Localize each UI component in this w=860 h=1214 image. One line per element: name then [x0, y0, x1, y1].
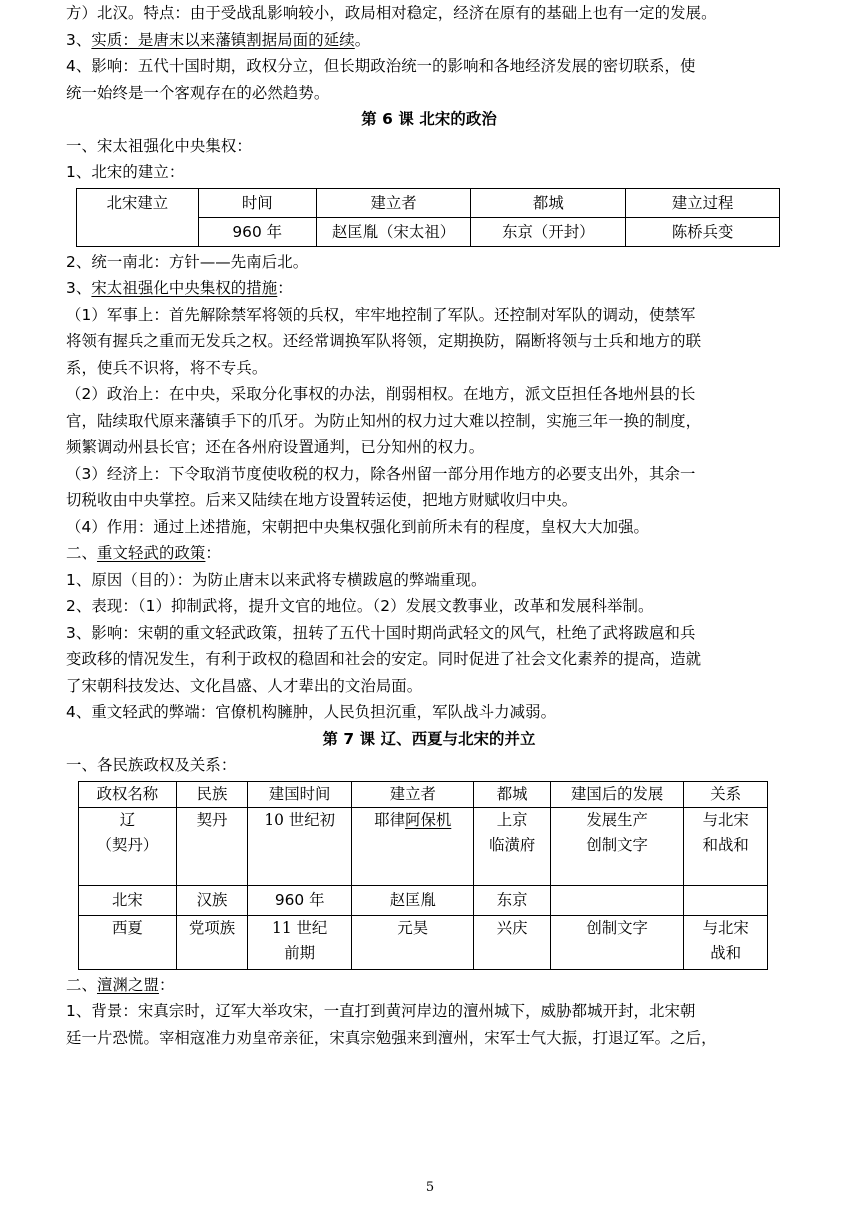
measures-end: ：: [277, 279, 293, 297]
table-cell: 陈桥兵变: [626, 217, 780, 246]
table-row: [79, 915, 768, 969]
text-line: （4）作用：通过上述措施，宋朝把中央集权强化到前所未有的程度，皇权大大加强。: [66, 517, 650, 536]
substance-end: 。: [354, 30, 371, 49]
text-line: 切税收由中央掌控。后来又陆续在地方设置转运使，把地方财赋收归中央。: [66, 491, 578, 509]
policy-prefix: 二、: [66, 544, 97, 562]
table-cell: [474, 807, 550, 885]
cell-line: 11 世纪: [272, 918, 328, 937]
table-cell: 西夏: [79, 915, 177, 969]
table-row: [79, 885, 768, 915]
table-cell: 960 年: [198, 217, 316, 246]
table-cell: [684, 807, 768, 885]
table-cell: [550, 885, 684, 915]
policy-underlined: 重文轻武的政策: [96, 544, 206, 562]
table-cell: 契丹: [176, 807, 247, 885]
table-cell: 10 世纪初: [248, 807, 352, 885]
cell-line: 战和: [710, 943, 742, 962]
section-heading: 一、宋太祖强化中央集权：: [66, 136, 252, 155]
text-line: （3）经济上：下令取消节度使收税的权力，除各州留一部分用作地方的必要支出外，其余一: [66, 464, 696, 483]
cell-line: 与北宋: [702, 918, 749, 937]
cell-line: 创制文字: [586, 835, 648, 854]
text-line: 2、统一南北：方针——先南后北。: [66, 252, 309, 271]
policy-end: ：: [205, 544, 221, 562]
chanyuan-end: ：: [158, 975, 175, 994]
text-line: （1）军事上：首先解除禁军将领的兵权，牢牢地控制了军队。还控制对军队的调动，使禁军: [66, 305, 696, 324]
header-cell: 政权名称: [79, 781, 177, 807]
header-cell: 都城: [471, 188, 626, 217]
substance-prefix: 3、: [66, 30, 92, 49]
row-header-cell: 北宋建立: [77, 188, 199, 246]
table-cell: 汉族: [176, 885, 247, 915]
lesson-7-title: 第 7 课 辽、西夏与北宋的并立: [322, 729, 536, 748]
regimes-table: [78, 781, 768, 970]
text-line: [66, 275, 792, 302]
cell-line: 耶律: [374, 810, 406, 829]
header-cell: 建国时间: [248, 781, 352, 807]
header-cell: 都城: [474, 781, 550, 807]
header-cell: 建立过程: [626, 188, 780, 217]
table-cell: 元昊: [352, 915, 474, 969]
table-cell: 赵匡胤（宋太祖）: [316, 217, 471, 246]
text-line: 变政移的情况发生，有利于政权的稳固和社会的安定。同时促进了社会文化素养的提高，造就: [66, 650, 702, 668]
text-line: 官，陆续取代原来藩镇手下的爪牙。为防止知州的权力过大难以控制，实施三年一换的制度，: [66, 411, 702, 430]
subsection-heading: 1、北宋的建立：: [66, 163, 185, 181]
cell-line: 与北宋: [702, 810, 749, 829]
cell-line: 辽: [119, 810, 136, 829]
table-cell: 兴庆: [474, 915, 550, 969]
document-page: [66, 0, 792, 1051]
text-line: 4、影响：五代十国时期，政权分立，但长期政治统一的影响和各地经济发展的密切联系，使: [66, 57, 696, 75]
text-line: （2）政治上：在中央，采取分化事权的办法，削弱相权。在地方，派文臣担任各地州县的长: [66, 385, 696, 403]
chanyuan-prefix: 二、: [66, 975, 97, 994]
cell-line: 前期: [284, 943, 316, 962]
cell-line: 临潢府: [489, 835, 536, 854]
section-heading: 一、各民族政权及关系：: [66, 756, 237, 774]
header-cell: 建立者: [352, 781, 474, 807]
header-cell: 建立者: [316, 188, 471, 217]
text-line: 3、影响：宋朝的重文轻武政策，扭转了五代十国时期尚武轻文的风气，杜绝了武将跋扈和兵: [66, 623, 696, 642]
text-line: 方）北汉。特点：由于受战乱影响较小，政局相对稳定，经济在原有的基础上也有一定的发展。: [66, 4, 717, 22]
cell-line: 和战和: [702, 835, 749, 854]
table-cell: 赵匡胤: [352, 885, 474, 915]
table-cell: 党项族: [176, 915, 247, 969]
text-line: [66, 972, 792, 999]
text-line: 了宋朝科技发达、文化昌盛、人才辈出的文治局面。: [66, 676, 423, 695]
table-row: [79, 807, 768, 885]
text-line: 将领有握兵之重而无发兵之权。还经常调换军队将领，定期换防，隔断将领与士兵和地方的联: [66, 332, 702, 350]
measures-underlined: 宋太祖强化中央集权的措施: [91, 279, 278, 297]
table-cell: 创制文字: [550, 915, 684, 969]
header-cell: 民族: [176, 781, 247, 807]
table-cell: 960 年: [248, 885, 352, 915]
header-cell: 时间: [198, 188, 316, 217]
lesson-6-title: 第 6 课 北宋的政治: [361, 110, 497, 128]
table-cell: [684, 915, 768, 969]
table-cell: [248, 915, 352, 969]
table-cell: [352, 807, 474, 885]
text-line: 4、重文轻武的弊端：官僚机构臃肿，人民负担沉重，军队战斗力减弱。: [66, 703, 557, 721]
table-cell: 东京: [474, 885, 550, 915]
table-cell: [79, 807, 177, 885]
text-line: 1、背景：宋真宗时，辽军大举攻宋，一直打到黄河岸边的澶州城下，威胁都城开封，北宋朝: [66, 1002, 696, 1020]
cell-line-underlined: 阿保机: [405, 810, 452, 829]
cell-line: 上京: [496, 810, 528, 829]
text-line: 廷一片恐慌。宰相寇准力劝皇帝亲征，宋真宗勉强来到澶州，宋军士气大振，打退辽军。之后，: [66, 1028, 717, 1047]
header-cell: 关系: [684, 781, 768, 807]
text-line: 频繁调动州县长官；还在各州府设置通判，已分知州的权力。: [66, 438, 485, 456]
header-cell: 建国后的发展: [550, 781, 684, 807]
cell-line: （契丹）: [96, 835, 159, 854]
text-line: 统一始终是一个客观存在的必然趋势。: [66, 83, 330, 102]
chanyuan-underlined: 澶渊之盟: [96, 975, 159, 994]
song-founding-table: [76, 188, 780, 247]
text-line: [66, 27, 792, 54]
page-number: 5: [425, 1180, 435, 1195]
cell-line: 发展生产: [586, 810, 648, 829]
table-cell: 东京（开封）: [471, 217, 626, 246]
text-line: [66, 540, 792, 567]
text-line: 系，使兵不识将，将不专兵。: [66, 358, 268, 377]
measures-prefix: 3、: [66, 279, 92, 297]
text-line: 1、原因（目的）：为防止唐末以来武将专横跋扈的弊端重现。: [66, 570, 487, 589]
table-cell: [684, 885, 768, 915]
table-cell: [550, 807, 684, 885]
substance-underlined: 实质：是唐末以来藩镇割据局面的延续: [91, 30, 355, 49]
table-cell: 北宋: [79, 885, 177, 915]
text-line: 2、表现：（1）抑制武将，提升文官的地位。（2）发展文教事业，改革和发展科举制。: [66, 597, 654, 615]
